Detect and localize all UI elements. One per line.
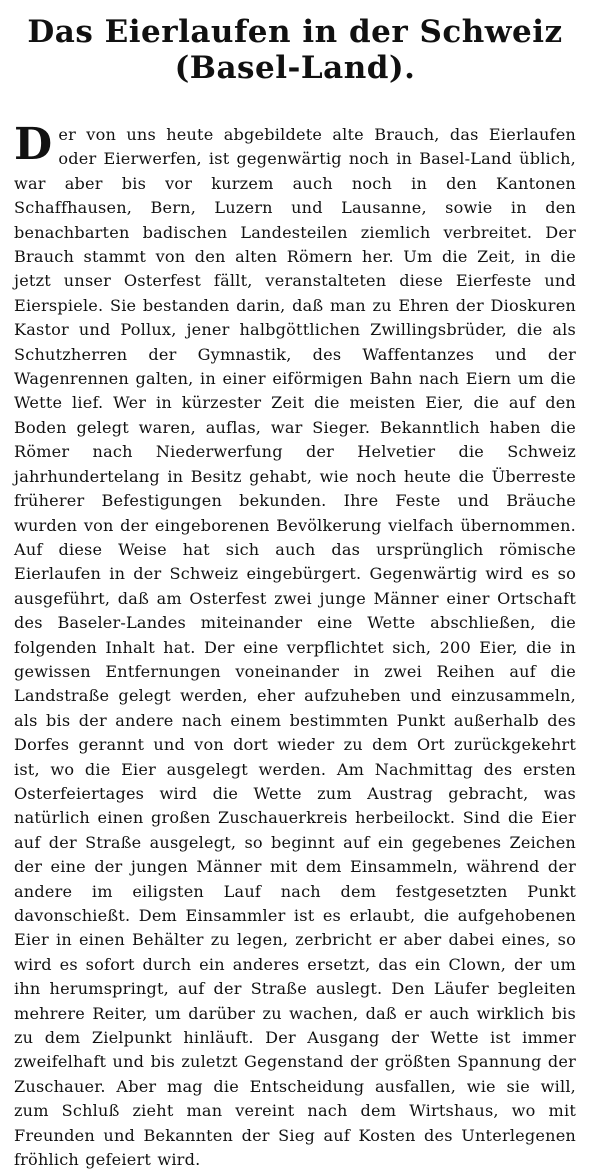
article-title bbox=[14, 14, 576, 86]
article-body-text: er von uns heute abgebildete alte Brauch, das Eierlaufen oder Eierwerfen, ist gegenwärtig noch in Basel-Land üblich, war aber bis vor kurzem auch noch in den Kantonen Schaffhausen, Bern, Luzern und Lausanne, sowie in den benachbarten badischen Landesteilen ziemlich verbreitet. Der Brauch stammt von den alten Römern her. Um die Zeit, in die jetzt unser Osterfest fällt, veranstalteten diese Eierfeste und Eierspiele. Sie bestanden darin, daß man zu Ehren der Dioskuren Kastor und Pollux, jener halbgöttlichen Zwillingsbrüder, die als Schutzherren der Gymnastik, des Waffentanzes und der Wagenrennen galten, in einer eiförmigen Bahn nach Eiern um die Wette lief. Wer in kürzester Zeit die meisten Eier, die auf den Boden gelegt waren, auflas, war Sieger. Bekanntlich haben die Römer nach Niederwerfung der Helvetier die Schweiz jahrhundertelang in Besitz gehabt, wie noch heute die Überreste früherer Befestigungen bekunden. Ihre Feste und Bräuche wurden von der eingeborenen Bevölkerung vielfach übernommen. Auf diese Weise hat sich auch das ursprünglich römische Eierlaufen in der Schweiz eingebürgert. Gegenwärtig wird es so ausgeführt, daß am Osterfest zwei junge Männer einer Ortschaft des Baseler-Landes miteinander eine Wette abschließen, die folgenden Inhalt hat. Der eine verpflichtet sich, 200 Eier, die in gewissen Entfernungen voneinander in zwei Reihen auf die Landstraße gelegt werden, eher aufzuheben und einzusammeln, als bis der andere nach einem bestimmten Punkt außerhalb des Dorfes gerannt und von dort wieder zu dem Ort zurückgekehrt ist, wo die Eier ausgelegt werden. Am Nachmittag des ersten Osterfeiertages wird die Wette zum Austrag gebracht, was natürlich einen großen Zuschauerkreis herbeilockt. Sind die Eier auf der Straße ausgelegt, so beginnt auf ein gegebenes Zeichen der eine der jungen Männer mit dem Einsammeln, während der andere im eiligsten Lauf nach dem festgesetzten Punkt davonschießt. Dem Einsammler ist es erlaubt, die aufgehobenen Eier in einen Behälter zu legen, zerbricht er aber dabei eines, so wird es sofort durch ein anderes ersetzt, das ein Clown, der um ihn herumspringt, auf der Straße auslegt. Den Läufer begleiten mehrere Reiter, um darüber zu wachen, daß er auch wirklich bis zu dem Zielpunkt hinläuft. Der Ausgang der Wette ist immer zweifelhaft und bis zuletzt Gegenstand der größten Spannung der Zuschauer. Aber mag die Entscheidung ausfallen, wie sie will, zum Schluß zieht man vereint nach dem Wirtshaus, wo mit Freunden und Bekannten der Sieg auf Kosten des Unterlegenen fröhlich gefeiert wird. bbox=[14, 125, 576, 1170]
article-body bbox=[14, 119, 576, 1172]
drop-cap: D bbox=[14, 119, 53, 170]
title-line-1: Das Eierlaufen in der Schweiz bbox=[27, 14, 563, 50]
title-line-2: (Basel-Land). bbox=[174, 50, 416, 86]
